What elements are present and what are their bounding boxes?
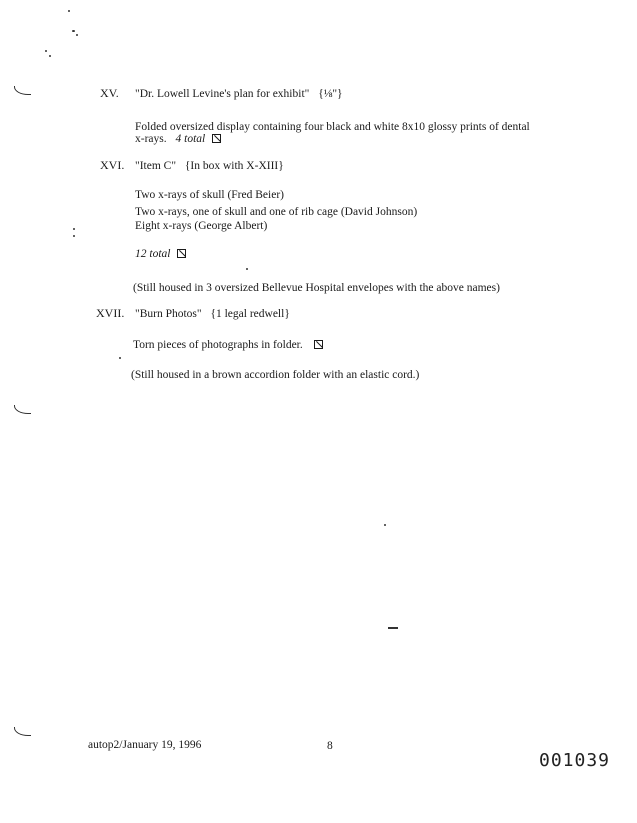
section-title-text: "Dr. Lowell Levine's plan for exhibit" — [135, 88, 310, 100]
section-title-text: "Burn Photos" — [135, 308, 202, 320]
item-total-line — [135, 247, 186, 261]
binder-hole-top — [14, 86, 31, 95]
scan-speck — [73, 235, 75, 237]
section-note: (Still housed in 3 oversized Bellevue Hospital envelopes with the above names) — [133, 282, 500, 294]
list-item: Two x-rays of skull (Fred Beier) — [135, 189, 284, 201]
item-total: 12 total — [135, 248, 171, 260]
page-number: 8 — [327, 740, 333, 752]
section-numeral: XVII. — [96, 306, 125, 320]
checked-box-icon — [177, 249, 186, 258]
list-item: Eight x-rays (George Albert) — [135, 220, 268, 232]
scan-speck — [76, 34, 78, 36]
section-title-text: "Item C" — [135, 160, 177, 172]
list-item: Two x-rays, one of skull and one of rib cage (David Johnson) — [135, 206, 418, 218]
section-note: (Still housed in a brown accordion folder with an elastic cord.) — [131, 369, 420, 381]
binder-hole-middle — [14, 405, 31, 414]
scan-speck — [246, 268, 248, 270]
footer-doc-ref: autop2/January 19, 1996 — [88, 739, 202, 751]
item-total: 4 total — [175, 133, 206, 145]
checked-box-icon — [314, 340, 323, 349]
scan-speck — [49, 55, 51, 57]
section-title — [135, 159, 284, 173]
section-title-note: {⅛"} — [318, 88, 343, 100]
section-description — [133, 338, 323, 352]
scan-speck — [72, 30, 75, 32]
section-title — [135, 307, 290, 321]
scan-speck — [45, 50, 47, 52]
section-description: Folded oversized display containing four black and white 8x10 glossy prints of dental — [135, 121, 530, 133]
scan-speck — [68, 10, 70, 12]
scan-speck — [388, 627, 398, 629]
section-numeral: XVI. — [100, 158, 125, 172]
section-description-text: Torn pieces of photographs in folder. — [133, 339, 303, 351]
scan-speck — [384, 524, 386, 526]
section-title — [135, 87, 343, 101]
section-title-note: {1 legal redwell} — [210, 308, 290, 320]
scan-speck — [73, 228, 75, 230]
section-description-cont — [135, 132, 221, 146]
section-title-note: {In box with X-XIII} — [184, 160, 284, 172]
binder-hole-bottom — [14, 727, 31, 736]
bates-number: 001039 — [539, 750, 611, 771]
scan-speck — [119, 357, 121, 359]
section-numeral: XV. — [100, 86, 119, 100]
section-description-text: x-rays. — [135, 133, 167, 145]
checked-box-icon — [212, 134, 221, 143]
